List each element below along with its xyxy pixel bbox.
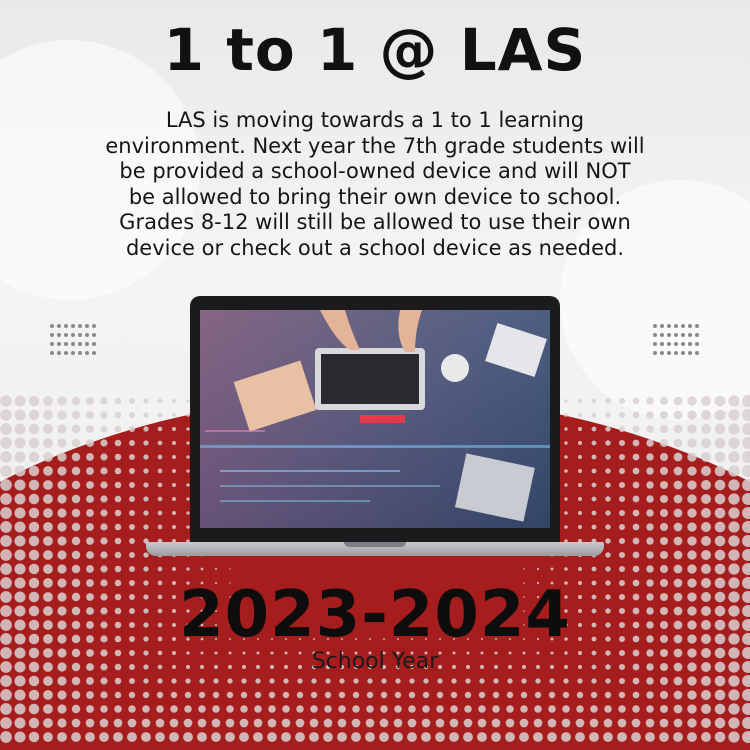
announcement-line: be provided a school-owned device and will NOT bbox=[119, 159, 631, 183]
announcement-line: LAS is moving towards a 1 to 1 learning bbox=[165, 108, 585, 132]
dot bbox=[50, 342, 54, 346]
announcement-line: device or check out a school device as needed. bbox=[125, 235, 625, 260]
dot bbox=[57, 342, 61, 346]
dot bbox=[667, 351, 671, 355]
dot bbox=[667, 324, 671, 328]
dot bbox=[667, 333, 671, 337]
dot bbox=[71, 351, 75, 355]
dot bbox=[71, 342, 75, 346]
dot-grid-icon bbox=[653, 324, 699, 355]
dot bbox=[64, 333, 68, 337]
dot bbox=[674, 342, 678, 346]
dot bbox=[674, 351, 678, 355]
announcement-text bbox=[60, 108, 690, 261]
dot bbox=[653, 351, 657, 355]
dot bbox=[688, 324, 692, 328]
dot bbox=[674, 324, 678, 328]
dot bbox=[78, 351, 82, 355]
dot bbox=[85, 342, 89, 346]
dot bbox=[688, 351, 692, 355]
dot bbox=[92, 324, 96, 328]
dot bbox=[57, 333, 61, 337]
school-year-caption: School Year bbox=[311, 649, 439, 674]
dot bbox=[64, 351, 68, 355]
dot bbox=[688, 333, 692, 337]
announcement-line: Grades 8-12 will still be allowed to use their own bbox=[119, 210, 631, 234]
dot bbox=[681, 333, 685, 337]
dot-grid-icon bbox=[50, 324, 96, 355]
dot bbox=[85, 324, 89, 328]
dot bbox=[92, 342, 96, 346]
dot bbox=[688, 342, 692, 346]
dot bbox=[71, 333, 75, 337]
dot bbox=[78, 342, 82, 346]
laptop-notch bbox=[344, 542, 406, 547]
dot bbox=[660, 324, 664, 328]
dot bbox=[85, 333, 89, 337]
dot bbox=[50, 324, 54, 328]
dot bbox=[653, 324, 657, 328]
dot bbox=[64, 342, 68, 346]
dot bbox=[660, 351, 664, 355]
dot bbox=[64, 324, 68, 328]
dot bbox=[653, 342, 657, 346]
desk-scene-image bbox=[200, 310, 550, 528]
dot bbox=[695, 324, 699, 328]
announcement-line: environment. Next year the 7th grade students will bbox=[105, 133, 645, 158]
dot bbox=[71, 324, 75, 328]
dot bbox=[57, 324, 61, 328]
dot bbox=[50, 333, 54, 337]
dot bbox=[50, 351, 54, 355]
dot bbox=[92, 333, 96, 337]
dot bbox=[681, 342, 685, 346]
announcement-line: be allowed to bring their own device to school. bbox=[128, 184, 622, 209]
dot bbox=[78, 324, 82, 328]
laptop-screen-photo bbox=[200, 310, 550, 528]
dot bbox=[57, 351, 61, 355]
dot bbox=[92, 351, 96, 355]
dot bbox=[660, 333, 664, 337]
dot bbox=[653, 333, 657, 337]
school-year-heading: 2023-2024 bbox=[179, 578, 571, 652]
dot bbox=[78, 333, 82, 337]
dot bbox=[85, 351, 89, 355]
dot bbox=[695, 333, 699, 337]
dot bbox=[695, 351, 699, 355]
dot bbox=[681, 324, 685, 328]
dot bbox=[660, 342, 664, 346]
laptop-icon bbox=[146, 296, 604, 558]
dot bbox=[667, 342, 671, 346]
dot bbox=[681, 351, 685, 355]
poster-title: 1 to 1 @ LAS bbox=[163, 16, 587, 84]
laptop-lid bbox=[190, 296, 560, 544]
dot bbox=[695, 342, 699, 346]
dot bbox=[674, 333, 678, 337]
laptop-base bbox=[146, 542, 604, 556]
